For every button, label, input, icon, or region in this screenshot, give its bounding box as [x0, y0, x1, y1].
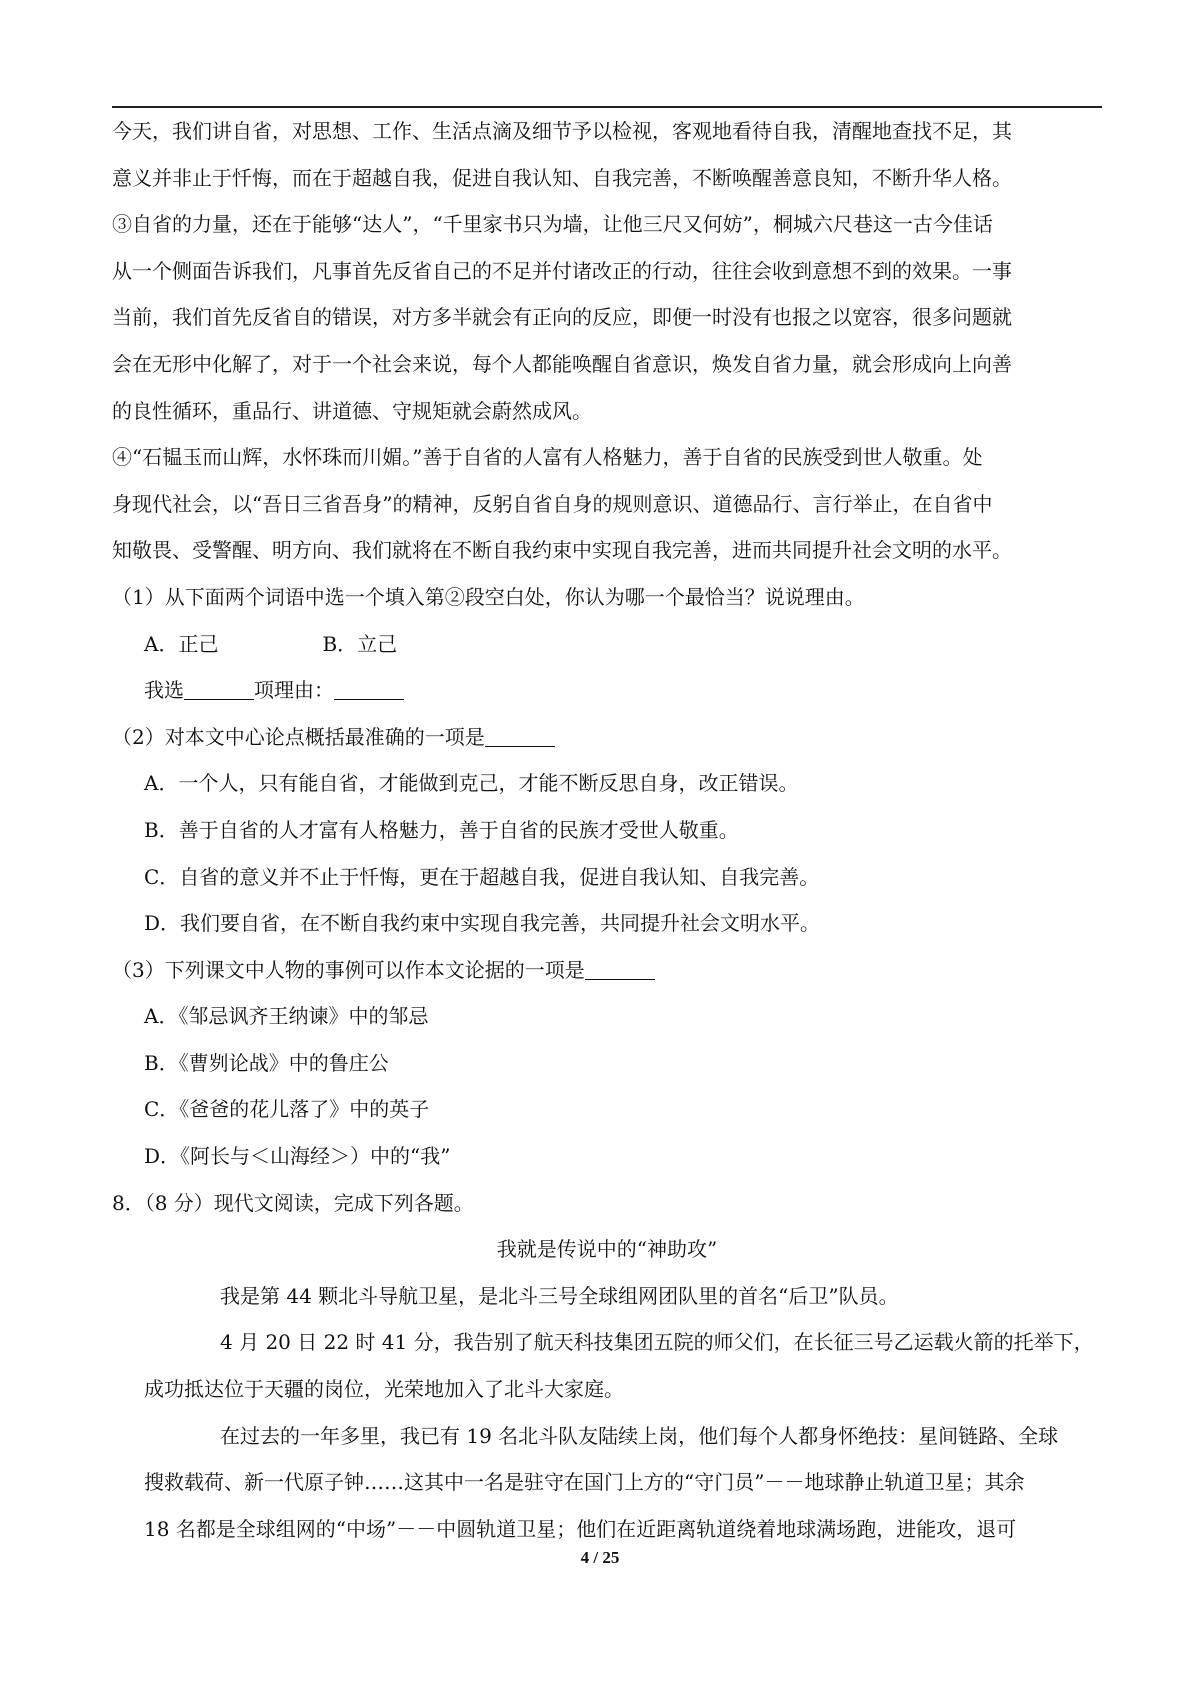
article-para: 成功抵达位于天疆的岗位，光荣地加入了北斗大家庭。 — [144, 1377, 624, 1402]
q2-stem: （2）对本文中心论点概括最准确的一项是 — [112, 724, 485, 749]
passage-line: 的良性循环，重品行、讲道德、守规矩就会蔚然成风。 — [112, 398, 592, 423]
q2-option: B．善于自省的人才富有人格魅力，善于自省的民族才受世人敬重。 — [144, 817, 739, 842]
q1-answer-line — [112, 667, 1102, 714]
page-number: 4 / 25 — [580, 1548, 620, 1567]
q2-option: C．自省的意义并不止于忏悔，更在于超越自我，促进自我认知、自我完善。 — [144, 864, 820, 889]
article-para: 在过去的一年多里，我已有 19 名北斗队友陆续上岗，他们每个人都身怀绝技：星间链路、全球 — [220, 1423, 1059, 1448]
passage-line: 当前，我们首先反省自的错误，对方多半就会有正向的反应，即便一时没有也报之以宽容，很多问题就 — [112, 305, 1012, 330]
article-para: 我是第 44 颗北斗导航卫星，是北斗三号全球组网团队里的首名“后卫”队员。 — [220, 1283, 899, 1308]
reason-label: 项理由： — [254, 678, 334, 703]
answer-blank[interactable] — [184, 679, 254, 700]
q2-option: D．我们要自省，在不断自我约束中实现自我完善，共同提升社会文明水平。 — [144, 911, 821, 936]
passage-line: 从一个侧面告诉我们，凡事首先反省自己的不足并付诸改正的行动，往往会收到意想不到的效果。一事 — [112, 258, 1012, 283]
passage-line: ③自省的力量，还在于能够“达人”，“千里家书只为墙，让他三尺又何妨”，桐城六尺巷这一古今佳话 — [112, 212, 993, 237]
choose-label: 我选 — [144, 678, 184, 703]
passage-line: ④“石韫玉而山辉，水怀珠而川媚。”善于自省的人富有人格魅力，善于自省的民族受到世人敬重。处 — [112, 445, 983, 470]
q3-stem: （3）下列课文中人物的事例可以作本文论据的一项是 — [112, 957, 585, 982]
reason-blank[interactable] — [334, 679, 404, 700]
article-para: 18 名都是全球组网的“中场”－－中圆轨道卫星；他们在近距离轨道绕着地球满场跑，进能攻，退可 — [144, 1516, 1017, 1541]
q3-option: B．《曹刿论战》中的鲁庄公 — [144, 1050, 389, 1075]
q2-option: A．一个人，只有能自省，才能做到克己，才能不断反思自身，改正错误。 — [144, 771, 799, 796]
q3-option: C．《爸爸的花儿落了》中的英子 — [144, 1097, 430, 1122]
q8-heading: 8．（8 分）现代文阅读，完成下列各题。 — [112, 1190, 474, 1215]
q3-option: A．《邹忌讽齐王纳谏》中的邹忌 — [144, 1004, 429, 1029]
q1-option-b: B．立己 — [322, 631, 398, 656]
article-para: 4 月 20 日 22 时 41 分，我告别了航天科技集团五院的师父们，在长征三号乙运载火箭的托举下， — [220, 1330, 1094, 1355]
q1-stem: （1）从下面两个词语中选一个填入第②段空白处，你认为哪一个最恰当？说说理由。 — [112, 584, 865, 609]
q3-option: D．《阿长与＜山海经＞）中的“我” — [144, 1144, 451, 1169]
passage-line: 身现代社会，以“吾日三省吾身”的精神，反躬自省自身的规则意识、道德品行、言行举止，在自省中 — [112, 491, 993, 516]
passage-line: 会在无形中化解了，对于一个社会来说，每个人都能唤醒自省意识，焕发自省力量，就会形成向上向善 — [112, 351, 1012, 376]
q2-answer-blank[interactable] — [485, 726, 555, 747]
passage-line: 知敬畏、受警醒、明方向、我们就将在不断自我约束中实现自我完善，进而共同提升社会文明的水平。 — [112, 538, 1012, 563]
q2-stem-line — [112, 714, 1102, 761]
q3-answer-blank[interactable] — [585, 959, 655, 980]
q1-options — [112, 621, 1102, 668]
article-para: 搜救载荷、新一代原子钟……这其中一名是驻守在国门上方的“守门员”－－地球静止轨道卫星；其余 — [144, 1470, 1025, 1495]
article-title: 我就是传说中的“神助攻” — [496, 1237, 718, 1262]
passage-line: 今天，我们讲自省，对思想、工作、生活点滴及细节予以检视，客观地看待自我，清醒地查找不足，其 — [112, 119, 1012, 143]
q3-stem-line — [112, 947, 1102, 994]
passage-line: 意义并非止于忏悔，而在于超越自我，促进自我认知、自我完善，不断唤醒善意良知，不断升华人格。 — [112, 165, 1012, 190]
q1-option-a: A．正己 — [144, 631, 219, 656]
page-content — [112, 108, 1102, 1552]
